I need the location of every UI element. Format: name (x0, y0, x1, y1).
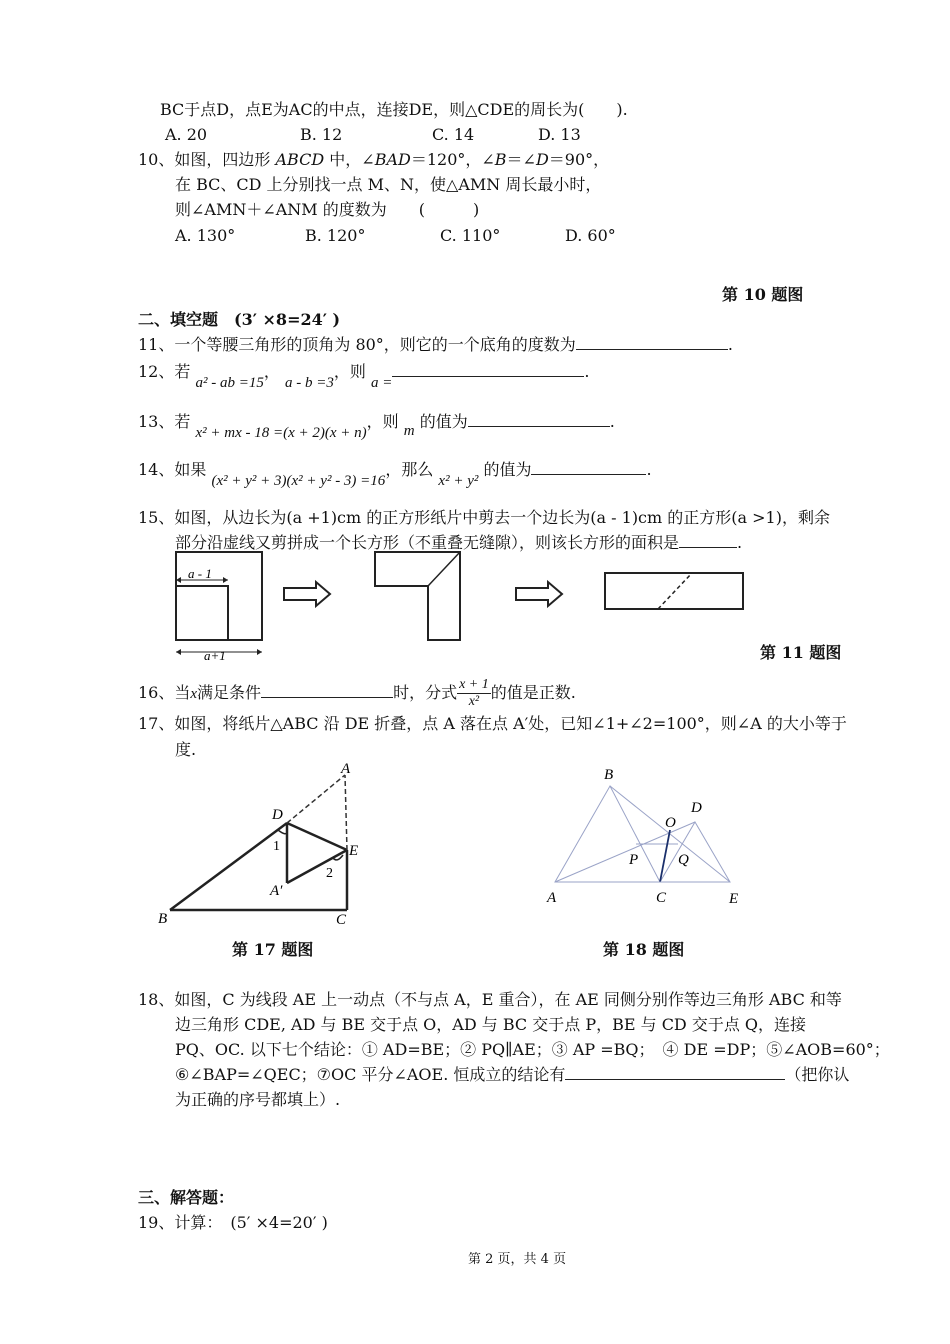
q18-line1: 18、如图，C 为线段 AE 上一动点（不与点 A，E 重合），在 AE 同侧分别作等边三角形 ABC 和等 (138, 990, 842, 1009)
q18-figure (540, 762, 750, 912)
q10-option-c: C. 110° (440, 226, 501, 245)
arrow-1 (284, 582, 330, 606)
q18-line5: 为正确的序号都填上）. (175, 1090, 341, 1109)
q17-label-1: 1 (273, 839, 280, 854)
q18-label-o: O (665, 815, 676, 831)
q17-label-e: E (349, 843, 359, 859)
q9-option-c: C. 14 (432, 125, 475, 144)
q18-label-p: P (629, 852, 639, 868)
q17-label-a: A (341, 761, 351, 777)
arrow-2 (516, 582, 562, 606)
section2-heading: 二、填空题 (3′ ×8=24′ ) (138, 310, 341, 329)
section3-heading: 三、解答题： (138, 1188, 235, 1207)
q15-line1: 15、如图，从边长为(a +1)cm 的正方形纸片中剪去一个边长为(a - 1)cm 的正方形(a >1)，剩余 (138, 508, 830, 527)
inner-square (176, 586, 228, 640)
q18-line3: PQ、OC. 以下七个结论：① AD=BE；② PQ∥AE；③ AP =BQ； ④ DE =DP；⑤∠AOB=60°； (175, 1040, 890, 1059)
label-a-minus-1: a - 1 (188, 566, 212, 581)
q18-label-e: E (729, 891, 739, 907)
q17-label-b: B (158, 911, 168, 927)
q10-option-b: B. 120° (305, 226, 366, 245)
q17-label-a-prime: A′ (270, 883, 283, 899)
q10-line3: 则∠AMN＋∠ANM 的度数为 ( ) (175, 200, 480, 219)
q9-option-b: B. 12 (300, 125, 343, 144)
q17-figure-caption: 第 17 题图 (232, 940, 314, 959)
q18-line2: 边三角形 CDE, AD 与 BE 交于点 O，AD 与 BC 交于点 P，BE 与 CD 交于点 Q，连接 (175, 1015, 807, 1034)
q10-option-d: D. 60° (565, 226, 616, 245)
result-dashed-line (658, 573, 692, 609)
q18-label-a: A (547, 890, 557, 906)
q13: 13、若 x² + mx - 18 =(x + 2)(x + n)，则 m 的值为 . (138, 412, 615, 441)
q19: 19、计算： (5′ ×4=20′ ) (138, 1213, 328, 1232)
q18-label-d: D (691, 800, 702, 816)
q17-line1: 17、如图，将纸片△ABC 沿 DE 折叠，点 A 落在点 A′处，已知∠1+∠2=100°，则∠A 的大小等于 (138, 714, 847, 733)
q10-option-a: A. 130° (175, 226, 236, 245)
q10-figure-caption: 第 10 题图 (722, 285, 804, 304)
q17-label-c: C (336, 912, 347, 928)
q17-label-2: 2 (326, 866, 333, 881)
q17-label-d: D (272, 807, 283, 823)
label-a-plus-1: a+1 (204, 648, 226, 663)
l-shape-cut-line (428, 552, 460, 586)
q12: 12、若 a² - ab =15， a - b =3，则 a =. (138, 362, 590, 391)
q9-option-d: D. 13 (538, 125, 581, 144)
q16: 16、当x满足条件 时，分式 $\frac{x + 1}{\text{x²}}$ 的值是正数. (138, 677, 576, 709)
q17-line2: 度. (175, 740, 197, 759)
q18-label-c: C (656, 890, 667, 906)
q11: 11、一个等腰三角形的顶角为 80°，则它的一个底角的度数为 . (138, 335, 733, 354)
q18-line4: ⑥∠BAP=∠QEC；⑦OC 平分∠AOE. 恒成立的结论有 （把你认 (175, 1065, 850, 1084)
q10-line1: 10、如图，四边形 ABCD 中，∠BAD＝120°，∠B＝∠D＝90°， (138, 150, 610, 169)
q14: 14、如果 (x² + y² + 3)(x² + y² - 3) =16，那么 x² + y² 的值为 . (138, 460, 652, 489)
q9-option-a: A. 20 (165, 125, 208, 144)
q18-figure-caption: 第 18 题图 (603, 940, 685, 959)
page-footer: 第 2 页，共 4 页 (468, 1252, 567, 1267)
q15-figure-caption: 第 11 题图 (760, 643, 842, 662)
q10-line2: 在 BC、CD 上分别找一点 M、N，使△AMN 周长最小时， (175, 175, 602, 194)
q17-figure (150, 755, 380, 930)
q18-label-b: B (604, 767, 614, 783)
q18-label-q: Q (678, 852, 689, 868)
q9-stem: BC于点D，点E为AC的中点，连接DE，则△CDE的周长为( ). (160, 100, 628, 119)
q15-figure (170, 548, 750, 663)
q15-line2: 部分沿虚线又剪拼成一个长方形（不重叠无缝隙），则该长方形的面积是 . (175, 533, 743, 552)
